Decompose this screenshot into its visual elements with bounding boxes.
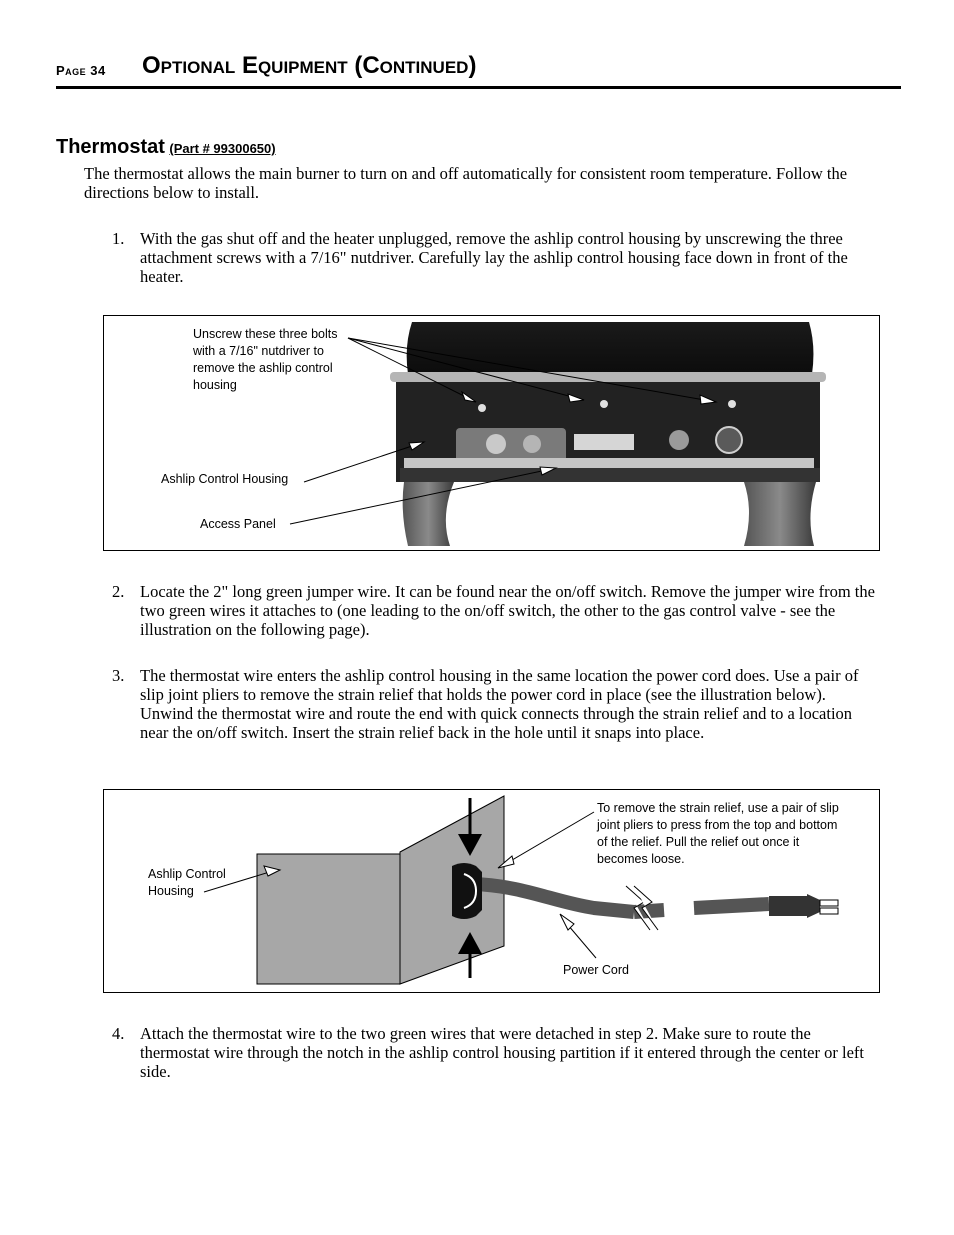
step-text: Locate the 2" long green jumper wire. It can be found near the on/off switch. Remove the jumper wire from the two green wires it attaches to (one leading to the on/off switch, the other to the gas control valve - see the illustration on the following page).	[140, 582, 875, 639]
step-text: With the gas shut off and the heater unplugged, remove the ashlip control housing by unscrewing the three attachment screws with a 7/16" nutdriver. Carefully lay the ashlip control housing face down in front of the heater.	[140, 229, 848, 286]
section-heading	[56, 136, 276, 159]
stove-leg-right	[744, 482, 816, 546]
page-number: Page 34	[56, 63, 106, 78]
plug-body	[769, 896, 807, 916]
gas-valve	[456, 428, 566, 462]
part-number: (Part # 99300650)	[169, 141, 276, 156]
bolt-icon	[600, 400, 608, 408]
figure-strain-relief	[103, 789, 880, 993]
ashlip-housing-box	[257, 854, 400, 984]
callout-ashlip-housing: Ashlip Control Housing	[148, 867, 226, 898]
callout-ashlip-housing: Ashlip Control Housing	[161, 472, 289, 486]
step-number: 4.	[112, 1024, 125, 1043]
ashlip-rail	[390, 372, 826, 382]
bolt-icon	[728, 400, 736, 408]
callout-access-panel: Access Panel	[200, 517, 276, 531]
section-title: Thermostat	[56, 136, 165, 158]
plug-prong	[820, 900, 838, 906]
access-panel	[404, 458, 814, 468]
step-number: 1.	[112, 229, 125, 248]
step-text: The thermostat wire enters the ashlip control housing in the same location the power cord does. Use a pair of slip joint pliers to remove the strain relief that holds the power cord in place (see the illustration below). Unwind the thermostat wire and route the end with quick connects through the strain relief and to a location near the on/off switch. Insert the strain relief back in the hole until it snaps into place.	[140, 666, 859, 742]
bolt-icon	[478, 404, 486, 412]
figure-heater-photo	[103, 315, 880, 551]
strain-relief	[452, 863, 482, 919]
callout-power-cord: Power Cord	[563, 963, 629, 977]
step-number: 3.	[112, 666, 125, 685]
callout-strain-relief: To remove the strain relief, use a pair of slip joint pliers to press from the top and bottom of the relief. Pull the relief out once it becomes loose.	[597, 801, 839, 866]
callout-bolts: Unscrew these three bolts with a 7/16" nutdriver to remove the ashlip control housing	[193, 327, 338, 392]
stove-top	[407, 322, 814, 374]
step-text: Attach the thermostat wire to the two green wires that were detached in step 2. Make sure to route the thermostat wire through the notch in the ashlip control housing partition if it entered through the center or left side.	[140, 1024, 864, 1081]
page-header	[56, 52, 901, 89]
step-number: 2.	[112, 582, 125, 601]
intro-paragraph: The thermostat allows the main burner to turn on and off automatically for consistent room temperature. Follow the directions below to install.	[84, 164, 848, 202]
page-title: Optional Equipment (Continued)	[142, 52, 477, 79]
plug-prong	[820, 908, 838, 914]
